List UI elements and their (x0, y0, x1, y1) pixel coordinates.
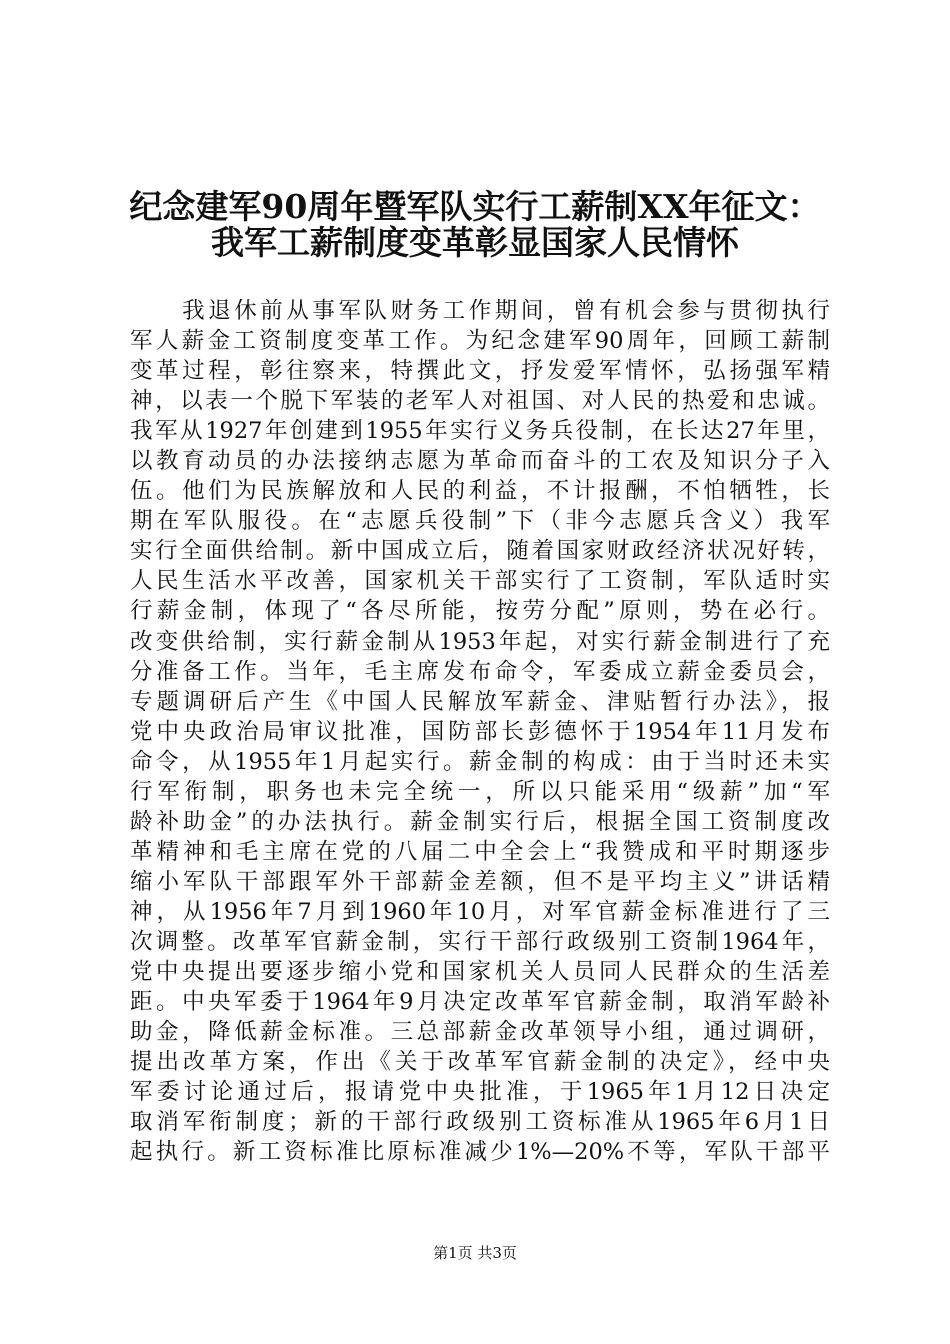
body-text-line: 实行全面供给制。新中国成立后，随着国家财政经济状况好转， (130, 538, 830, 565)
body-text-line: 我退休前从事军队财务工作期间，曾有机会参与贯彻执行 (130, 298, 830, 324)
document-title-line-2: 我军工薪制度变革彰显国家人民情怀 (211, 223, 739, 262)
body-text-line: 人民生活水平改善，国家机关干部实行了工资制，军队适时实 (130, 568, 830, 595)
body-text-line: 神，以表一个脱下军装的老军人对祖国、对人民的热爱和忠诚。 (130, 388, 830, 415)
body-text-line: 党中央提出要逐步缩小党和国家机关人员同人民群众的生活差 (130, 959, 830, 986)
body-text-line: 提出改革方案，作出《关于改革军官薪金制的决定》，经中央 (130, 1049, 830, 1076)
body-text-line: 变革过程，彰往察来，特撰此文，抒发爱军情怀，弘扬强军精 (130, 358, 830, 385)
body-text-line: 党中央政治局审议批准，国防部长彭德怀于1954年11月发布 (130, 718, 830, 745)
body-text-line: 起执行。新工资标准比原标准减少1%—20%不等，军队干部平 (130, 1139, 830, 1166)
document-title-line-1: 纪念建军90周年暨军队实行工薪制XX年征文： (129, 187, 821, 226)
body-text-line: 行军衔制，职务也未完全统一，所以只能采用“级薪”加“军 (130, 778, 830, 805)
document-body (130, 296, 830, 1167)
body-text-line: 助金，降低薪金标准。三总部薪金改革领导小组，通过调研， (130, 1019, 830, 1046)
body-text-line: 龄补助金”的办法执行。薪金制实行后，根据全国工资制度改 (130, 808, 830, 835)
body-text-line: 行薪金制，体现了“各尽所能，按劳分配”原则，势在必行。 (130, 598, 830, 625)
body-text-line: 以教育动员的办法接纳志愿为革命而奋斗的工农及知识分子入 (130, 448, 830, 475)
body-text-line: 期在军队服役。在“志愿兵役制”下（非今志愿兵含义）我军 (130, 508, 830, 535)
body-text-line: 神，从1956年7月到1960年10月，对军官薪金标准进行了三 (130, 898, 830, 925)
body-text-line: 专题调研后产生《中国人民解放军薪金、津贴暂行办法》，报 (130, 688, 830, 715)
page-footer: 第1页 共3页 (433, 1244, 517, 1262)
body-text-line: 军委讨论通过后，报请党中央批准，于1965年1月12日决定 (130, 1079, 830, 1106)
body-text-line: 取消军衔制度；新的干部行政级别工资标准从1965年6月1日 (130, 1109, 830, 1136)
body-text-line: 革精神和毛主席在党的八届二中全会上“我赞成和平时期逐步 (130, 838, 830, 865)
body-text-line: 伍。他们为民族解放和人民的利益，不计报酬，不怕牺牲，长 (130, 478, 830, 505)
body-text-line: 改变供给制，实行薪金制从1953年起，对实行薪金制进行了充 (130, 628, 830, 655)
body-text-line: 命令，从1955年1月起实行。薪金制的构成：由于当时还未实 (130, 748, 830, 775)
body-text-line: 距。中央军委于1964年9月决定改革军官薪金制，取消军龄补 (130, 989, 830, 1016)
body-text-line: 军人薪金工资制度变革工作。为纪念建军90周年，回顾工薪制 (130, 328, 830, 355)
body-text-line: 分准备工作。当年，毛主席发布命令，军委成立薪金委员会， (130, 658, 830, 685)
body-text-line: 缩小军队干部跟军外干部薪金差额，但不是平均主义”讲话精 (130, 868, 830, 895)
body-text-line: 次调整。改革军官薪金制，实行干部行政级别工资制1964年， (130, 928, 830, 955)
body-text-line: 我军从1927年创建到1955年实行义务兵役制，在长达27年里， (130, 418, 830, 445)
